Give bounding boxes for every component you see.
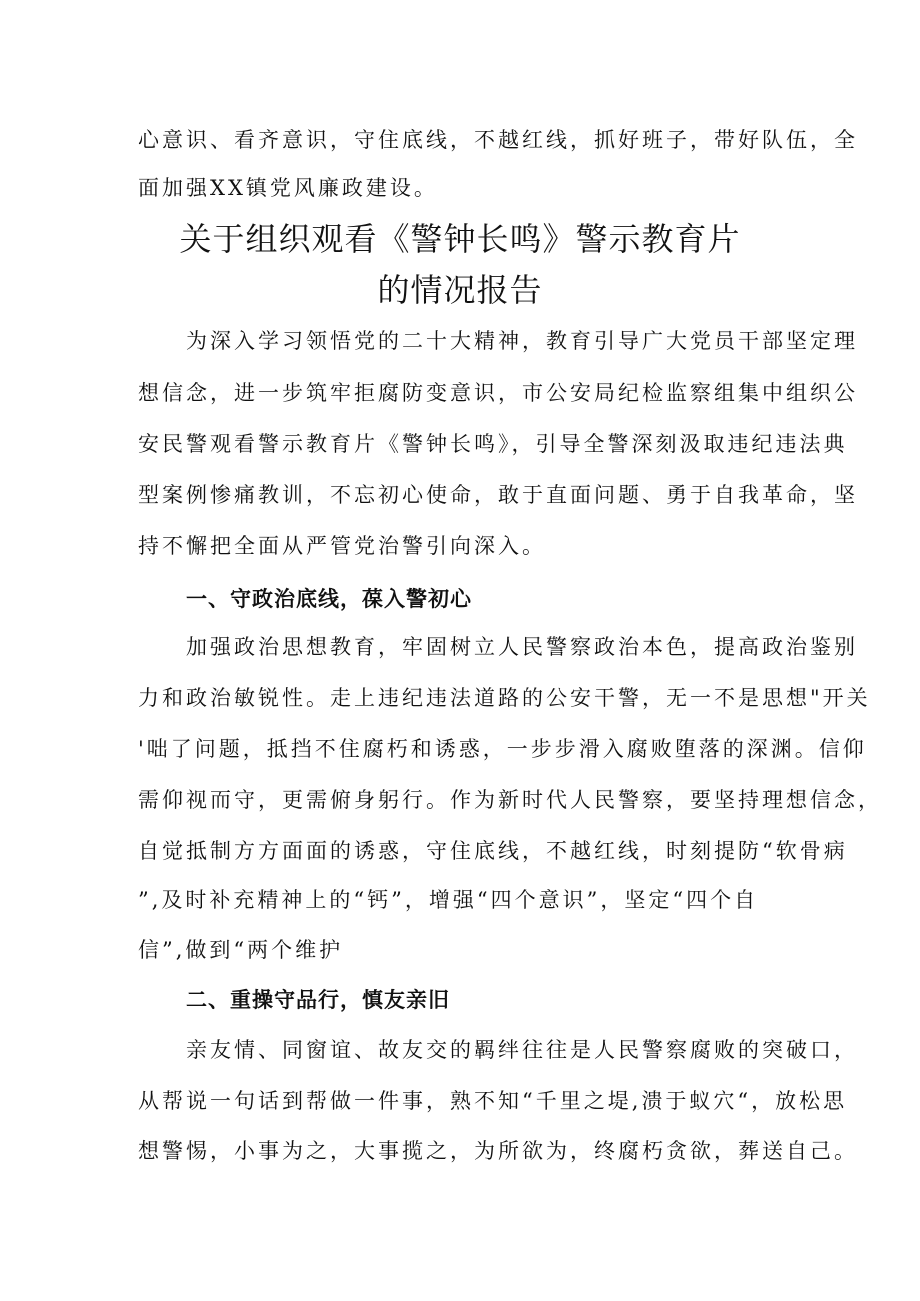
paragraph1-line-2: 想信念，进一步筑牢拒腐防变意识，市公安局纪检监察组集中组织公: [138, 381, 858, 405]
section1-line-2: 力和政治敏锐性。走上违纪违法道路的公安干警，无一不是思想"开关: [138, 686, 871, 710]
report-title-line-2: 的情况报告: [377, 271, 543, 309]
section1-line-1: 加强政治思想教育，牢固树立人民警察政治本色，提高政治鉴别: [186, 635, 858, 659]
section1-line-6: ”,及时补充精神上的“钙”，增强“四个意识”，坚定“四个自: [138, 888, 759, 912]
paragraph1-line-4: 型案例惨痛教训，不忘初心使命，敢于直面问题、勇于自我革命，坚: [138, 483, 858, 507]
paragraph1-line-5: 持不懈把全面从严管党治警引向深入。: [138, 534, 546, 558]
section1-line-3: '咄了问题，抵挡不住腐朽和诱惑，一步步滑入腐败堕落的深渊。信仰: [138, 737, 867, 761]
intro-line-1: 心意识、看齐意识，守住底线，不越红线，抓好班子，带好队伍，全: [138, 128, 858, 152]
intro-line-2: 面加强XX镇党风廉政建设。: [138, 176, 438, 200]
section1-heading: 一、守政治底线，葆入警初心: [186, 587, 472, 611]
paragraph1-line-1: 为深入学习领悟党的二十大精神，教育引导广大党员干部坚定理: [186, 329, 858, 353]
section1-line-5: 自觉抵制方方面面的诱惑，守住底线，不越红线，时刻提防“软骨病: [138, 839, 848, 863]
section2-line-1: 亲友情、同窗谊、故友交的羁绊往往是人民警察腐败的突破口，: [186, 1038, 858, 1062]
section1-line-7: 信”,做到“两个维护: [138, 938, 344, 962]
section2-heading: 二、重操守品行，慎友亲旧: [186, 988, 450, 1012]
section1-line-4: 需仰视而守，更需俯身躬行。作为新时代人民警察，要坚持理想信念，: [138, 788, 882, 812]
report-title-line-1: 关于组织观看《警钟长鸣》警示教育片: [179, 220, 741, 258]
section2-line-2: 从帮说一句话到帮做一件事，熟不知“千里之堤,溃于蚁穴“，放松思: [138, 1089, 848, 1113]
paragraph1-line-3: 安民警观看警示教育片《警钟长鸣》，引导全警深刻汲取违纪违法典: [138, 432, 848, 456]
section2-line-3: 想警惕，小事为之，大事揽之，为所欲为，终腐朽贪欲，葬送自己。: [138, 1139, 858, 1163]
